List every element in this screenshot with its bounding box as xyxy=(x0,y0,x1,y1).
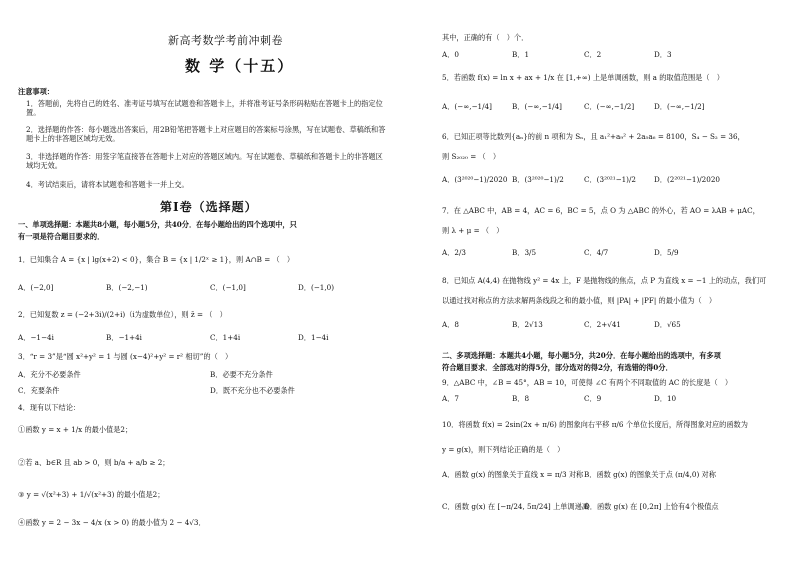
part1-title: 第Ⅰ卷（选择题） xyxy=(160,200,258,214)
section2-header-line1: 二、多项选择题：本题共4小题，每小题5分，共20分．在每小题给出的选项中，有多项 xyxy=(442,351,721,360)
q7-option-a: A．2/3 xyxy=(442,248,466,257)
notice-item-3: 3．非选择题的作答：用签字笔直接答在答题卡上对应的答题区域内。写在试题卷、草稿纸和答题卡上的非答题区域均无效。 xyxy=(26,152,383,170)
q10-option-d: D．函数 g(x) 在 [0,2π] 上恰有4个极值点 xyxy=(584,502,719,511)
q4-statement-3: ③ y = √(x²+3) + 1/√(x²+3) 的最小值是2； xyxy=(18,490,165,499)
q2-option-d: D．1−4i xyxy=(298,333,329,342)
q2-option-a: A．−1−4i xyxy=(18,333,54,342)
question-6-stem-2: 则 S₂₀₂₀ = （ ） xyxy=(442,152,501,161)
q4-tail: 其中，正确的有（ ）个． xyxy=(442,33,529,42)
q1-option-d: D．(−1,0) xyxy=(298,283,335,292)
q8-option-b: B．2√13 xyxy=(512,320,543,329)
q7-option-d: D．5/9 xyxy=(654,248,679,257)
question-7-stem-2: 则 λ + μ = （ ） xyxy=(442,226,504,235)
q4-statement-1: ①函数 y = x + 1/x 的最小值是2； xyxy=(18,425,133,434)
q3-option-a: A．充分不必要条件 xyxy=(18,370,81,379)
q1-option-a: A．(−2,0] xyxy=(18,283,54,292)
q5-option-c: C．(−∞,−1/2] xyxy=(584,102,635,111)
q4-option-b: B．1 xyxy=(512,50,530,59)
section1-header-line2: 有一项是符合题目要求的． xyxy=(18,232,105,241)
q6-option-a: A．(3²⁰²⁰−1)/2020 xyxy=(442,175,508,184)
q8-option-c: C．2+√41 xyxy=(584,320,622,329)
q5-option-a: A．(−∞,−1/4] xyxy=(442,102,492,111)
q10-option-a: A．函数 g(x) 的图象关于直线 x = π/3 对称 xyxy=(442,470,584,479)
question-6-stem: 6．已知正项等比数列{aₙ}的前 n 项和为 Sₙ，且 a₁²+a₉² + 2a₅a₆ = 8100，S₄ − S₂ = 36， xyxy=(442,132,745,141)
q10-option-b: B．函数 g(x) 的图象关于点 (π/4,0) 对称 xyxy=(584,470,716,479)
q3-option-b: B．必要不充分条件 xyxy=(210,370,273,379)
notice-item-1: 1．答题前，先将自己的姓名、准考证号填写在试题卷和答题卡上，并将准考证号条形码粘贴在答题卡上的指定位置。 xyxy=(26,99,383,117)
q4-option-d: D．3 xyxy=(654,50,672,59)
question-3-stem: 3．“r = 3”是“圆 x²+y² = 1 与圆 (x−4)²+y² = r² 相切”的（ ） xyxy=(18,352,233,361)
question-10-stem: 10．将函数 f(x) = 2sin(2x + π/6) 的图象向右平移 π/6 个单位长度后，所得图象对应的函数为 xyxy=(442,420,748,429)
q8-option-a: A．8 xyxy=(442,320,459,329)
question-4-stem: 4．现有以下结论： xyxy=(18,403,81,412)
exam-subject-title: 数 学（十五） xyxy=(185,57,295,75)
q8-option-d: D．√65 xyxy=(654,320,681,329)
q9-option-c: C．9 xyxy=(584,394,602,403)
q4-option-c: C．2 xyxy=(584,50,602,59)
question-2-stem: 2．已知复数 z = (−2+3i)/(2+i)（i为虚数单位），则 z̄ = （ ） xyxy=(18,310,227,319)
q7-option-b: B．3/5 xyxy=(512,248,537,257)
q9-option-d: D．10 xyxy=(654,394,677,403)
q6-option-d: D．(2²⁰²¹−1)/2020 xyxy=(654,175,720,184)
q4-option-a: A．0 xyxy=(442,50,459,59)
notice-title: 注意事项： xyxy=(18,87,54,96)
exam-series-title: 新高考数学考前冲刺卷 xyxy=(168,34,283,47)
q6-option-c: C．(3²⁰²¹−1)/2 xyxy=(584,175,636,184)
q7-option-c: C．4/7 xyxy=(584,248,609,257)
question-8-stem-2: 以通过找对称点的方法求解两条线段之和的最小值，则 |PA| + |PF| 的最小值为（ ） xyxy=(442,296,717,305)
q9-option-a: A．7 xyxy=(442,394,459,403)
question-7-stem: 7．在 △ABC 中，AB = 4，AC = 6，BC = 5，点 O 为 △ABC 的外心，若 AO = λAB + μAC， xyxy=(442,206,760,215)
q5-option-d: D．(−∞,−1/2] xyxy=(654,102,705,111)
section1-header-line1: 一、单项选择题：本题共8小题，每小题5分，共40分．在每小题给出的四个选项中，只 xyxy=(18,220,297,229)
q5-option-b: B．(−∞,−1/4] xyxy=(512,102,562,111)
q2-option-b: B．−1+4i xyxy=(106,333,142,342)
notice-item-2: 2．选择题的作答：每小题选出答案后，用2B铅笔把答题卡上对应题目的答案标号涂黑，写在试题卷、草稿纸和答题卡上的非答题区域均无效。 xyxy=(26,125,386,143)
q2-option-c: C．1+4i xyxy=(210,333,241,342)
question-9-stem: 9．△ABC 中，∠B = 45°，AB = 10，可使得 ∠C 有两个不同取值的 AC 的长度是（ ） xyxy=(442,378,733,387)
q3-option-c: C．充要条件 xyxy=(18,386,60,395)
q9-option-b: B．8 xyxy=(512,394,530,403)
q1-option-c: C．(−1,0] xyxy=(210,283,246,292)
q4-statement-4: ④函数 y = 2 − 3x − 4/x (x > 0) 的最小值为 2 − 4√3． xyxy=(18,518,206,527)
question-1-stem: 1．已知集合 A = {x | lg(x+2) < 0}，集合 B = {x | 1/2ˣ ≥ 1}，则 A∩B = （ ） xyxy=(18,255,295,264)
q4-statement-2: ②若 a、b∈R 且 ab > 0，则 b/a + a/b ≥ 2； xyxy=(18,458,170,467)
notice-item-4: 4．考试结束后，请将本试题卷和答题卡一并上交。 xyxy=(26,180,189,189)
q3-option-d: D．既不充分也不必要条件 xyxy=(210,386,295,395)
question-10-stem-2: y = g(x)，则下列结论正确的是（ ） xyxy=(442,445,565,454)
q10-option-c: C．函数 g(x) 在 [−π/24, 5π/24] 上单调递减 xyxy=(442,502,589,511)
question-8-stem: 8．已知点 A(4,4) 在抛物线 y² = 4x 上，F 是抛物线的焦点，点 P 为直线 x = −1 上的动点，我们可 xyxy=(442,276,767,285)
q6-option-b: B．(3²⁰²⁰−1)/2 xyxy=(512,175,564,184)
question-5-stem: 5．若函数 f(x) = ln x + ax + 1/x 在 [1,+∞) 上是单调函数，则 a 的取值范围是（ ） xyxy=(442,73,724,82)
q1-option-b: B．(−2,−1) xyxy=(106,283,148,292)
section2-header-line2: 符合题目要求．全部选对的得5分，部分选对的得2分，有选错的得0分． xyxy=(442,363,673,372)
